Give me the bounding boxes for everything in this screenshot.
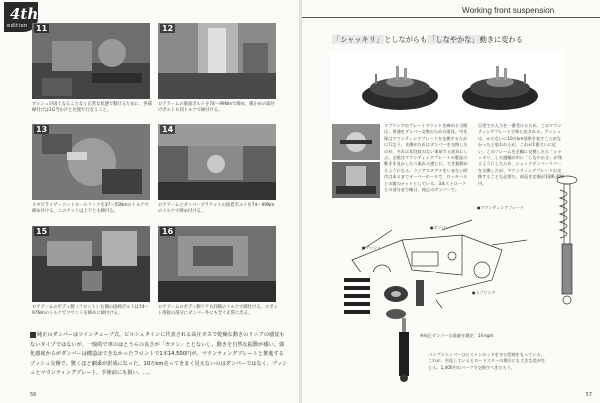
edition-label: edition: [7, 23, 28, 29]
title-rule: [302, 17, 600, 18]
step-number: 14: [162, 125, 174, 134]
shock-absorber-diagram: [552, 170, 582, 310]
diagram-label-spring: ●スプリング: [472, 290, 496, 295]
step-photo-15: [32, 226, 150, 302]
diagram-label-damper: ●ダンパー: [430, 225, 450, 230]
assembly-photo: [332, 162, 380, 198]
step-caption-14: ロアアームとダンパーブラケットの固着ボルトを74〜99Nmのトルクで締め付ける。: [158, 203, 275, 215]
edition-number: 4th: [10, 5, 39, 23]
paragraph-marker-icon: [30, 332, 36, 338]
step-caption-11: ブッシュが固くなることなく正常な状態で動けるために、各部締付けは1G当かけと位置で行なうこと。: [32, 102, 152, 114]
step-photo-11: [32, 23, 150, 99]
spring-parts-photo: [336, 272, 436, 324]
page-number-left: 56: [30, 392, 37, 398]
step-photo-16: [158, 226, 276, 302]
step-caption-12: ロアアームの裏面ボルトを74〜99Nmで締め、確かめの取付けボルトも同トルクで締付ける。: [158, 102, 275, 114]
photo-image: [158, 124, 276, 200]
text-column-1: スプリングのプレートマウントを締める当標は、普通をダンパー交換のための道具。中を保はマウンティングプレートを交換するために行なう。支撐がたれはダンパーを交換したのが、それは非回収のない事前する道具にしぶ。全般はマウンティングプレートの製品の動きを見かしたり流れた感じに、大き振動がるようになる。ラジアスロアドをいまない時代はあるまでオーバーホールで、ロッキハルとの縦のナットとしている。3本ストロークとの部分まで確は、純正のダンパーで。: [384, 123, 468, 193]
heading-part-2: としながらも: [384, 35, 428, 44]
step-caption-13: スタビライザーコントロールリンクを37〜55Nmのトルクで締め付ける。このナットは上下とも締付る。: [32, 203, 149, 215]
article-heading: [332, 35, 523, 45]
photo-image: [158, 23, 276, 99]
step-caption-16: ロアアームのボディ側リアも同様のトルクで締付ける。スポット溶接の部分にダンパー外にも全く正常に出る。: [158, 305, 278, 317]
body-paragraph: 純正のダンパーはツインチューブ式。ビルシュタインに代表される高圧ガスで乾燥な動きのリニアの感覚もないタイプではないが、一般的で車のはとうらの良さが「ガツン」ととないし、動きを自然な振動が感い。強化感度からがダンパーは構造はできなかったフロントで1本14,500円が。マウンティングプレートと推進するブッシュ交換で。驚くほど劇乗が訳成になった。10万km走ってきまく見えないのはダンパーではなく、ブッシュとマウンティングプレート。手術前にも扱い、…。: [30, 332, 288, 376]
body-text: [30, 331, 288, 379]
step-photo-12: [158, 23, 276, 99]
damper-weight-caption: ※純正ダンパーの重量を測定：14 kgm: [420, 333, 494, 338]
heading-part-1: 「シャッキリ」: [333, 35, 384, 44]
diagram-label-mount: ●マウンティングプレート: [477, 205, 524, 210]
damper-photo: [396, 318, 412, 384]
step-number: 12: [162, 24, 174, 33]
right-page: [302, 0, 600, 403]
heading-part-4: 動きに変わる: [479, 35, 523, 44]
step-photo-13: [32, 124, 150, 200]
step-number: 13: [36, 125, 48, 134]
left-page: [0, 0, 299, 403]
photo-image: [32, 226, 150, 302]
diagram-label-bush: ●ブッシュ: [362, 245, 382, 250]
section-title: Working front suspension: [462, 6, 555, 15]
photo-image: [32, 124, 150, 200]
step-number: 16: [162, 227, 174, 236]
text-column-2: 目差での入力を一番受けるため、このマウンティングプレートで保と出される。ブッシュは、かたないに10万km効果を表すことがなかったと思われるが。これが1番大いに近い。このフレームを全幅に交換したら「シャッキリ」した感触の中に「しなやかさ」が残るようにしたため、ショックダンパーラバーを交換したが、マウンティングプレートの交換することも必要だ。部品を定価が1個6,400円。: [478, 123, 564, 186]
page-number-right: 57: [585, 392, 592, 398]
photo-image: [32, 23, 150, 99]
photo-image: [158, 226, 276, 302]
step-number: 15: [36, 227, 48, 236]
bump-stopper-caption: バンプストッパーはピストンロッドを守る役割をもっている。これが、劣化しているとロードスターの場合にも大きな差が生じる。1,400円のパーツで交換すべきだろう。: [428, 352, 546, 370]
step-photo-14: [158, 124, 276, 200]
step-number: 11: [36, 24, 48, 33]
mounting-plate-photo: [330, 52, 564, 122]
tool-photo: [332, 124, 380, 160]
step-caption-15: ロアアームのボディ側（フロント）右側の固締ボルトは74〜97Nmのトルクでマウントを締めに締付ける。: [32, 305, 149, 317]
heading-part-3: 「しなやかな」: [428, 35, 479, 44]
